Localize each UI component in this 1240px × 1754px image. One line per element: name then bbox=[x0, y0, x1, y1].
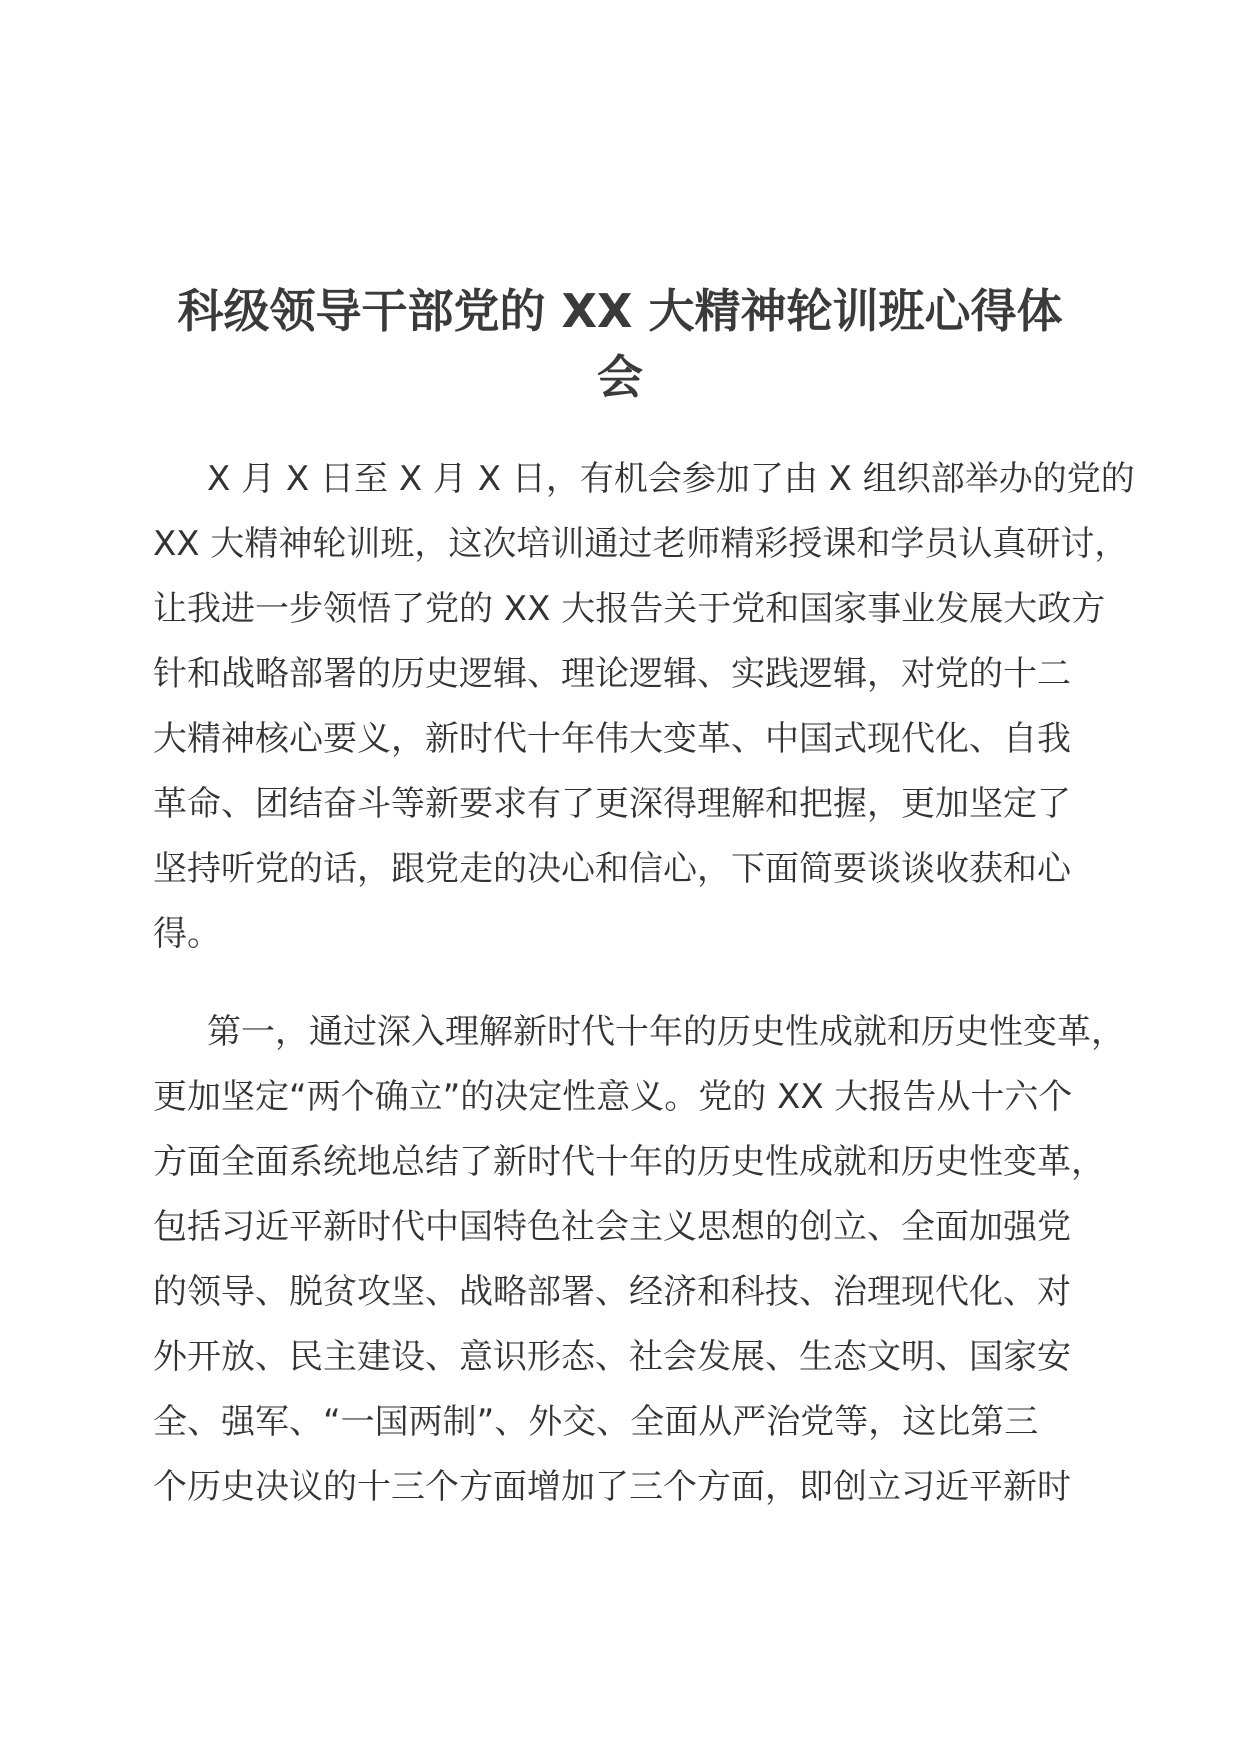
text-line: 第一，通过深入理解新时代十年的历史性成就和历史性变革， bbox=[207, 1012, 1125, 1052]
document-title bbox=[150, 278, 1090, 410]
text-line: 包括习近平新时代中国特色社会主义思想的创立、全面加强党 bbox=[153, 1207, 1071, 1247]
title-line: 科级领导干部党的 XX 大精神轮训班心得体 bbox=[177, 284, 1063, 338]
text-line: 坚持听党的话，跟党走的决心和信心，下面简要谈谈收获和心 bbox=[153, 849, 1071, 889]
text-line: 得。 bbox=[153, 914, 221, 954]
text-line: 更加坚定“两个确立”的决定性意义。党的 XX 大报告从十六个 bbox=[153, 1077, 1073, 1117]
paragraph-intro bbox=[153, 447, 1135, 967]
text-line: 方面全面系统地总结了新时代十年的历史性成就和历史性变革， bbox=[153, 1142, 1105, 1182]
text-line: 针和战略部署的历史逻辑、理论逻辑、实践逻辑，对党的十二 bbox=[153, 654, 1071, 694]
text-line: 的领导、脱贫攻坚、战略部署、经济和科技、治理现代化、对 bbox=[153, 1272, 1071, 1312]
text-line: 让我进一步领悟了党的 XX 大报告关于党和国家事业发展大政方 bbox=[153, 589, 1106, 629]
title-line: 会 bbox=[597, 350, 643, 404]
text-line: 外开放、民主建设、意识形态、社会发展、生态文明、国家安 bbox=[153, 1337, 1071, 1377]
text-line: 革命、团结奋斗等新要求有了更深得理解和把握，更加坚定了 bbox=[153, 784, 1071, 824]
paragraph-first-point bbox=[153, 1000, 1125, 1520]
text-line: 全、强军、“一国两制”、外交、全面从严治党等，这比第三 bbox=[153, 1402, 1039, 1442]
text-line: X 月 X 日至 X 月 X 日，有机会参加了由 X 组织部举办的党的 bbox=[207, 459, 1135, 499]
text-line: 个历史决议的十三个方面增加了三个方面，即创立习近平新时 bbox=[153, 1467, 1071, 1507]
text-line: 大精神核心要义，新时代十年伟大变革、中国式现代化、自我 bbox=[153, 719, 1071, 759]
text-line: XX 大精神轮训班，这次培训通过老师精彩授课和学员认真研讨， bbox=[153, 524, 1129, 564]
